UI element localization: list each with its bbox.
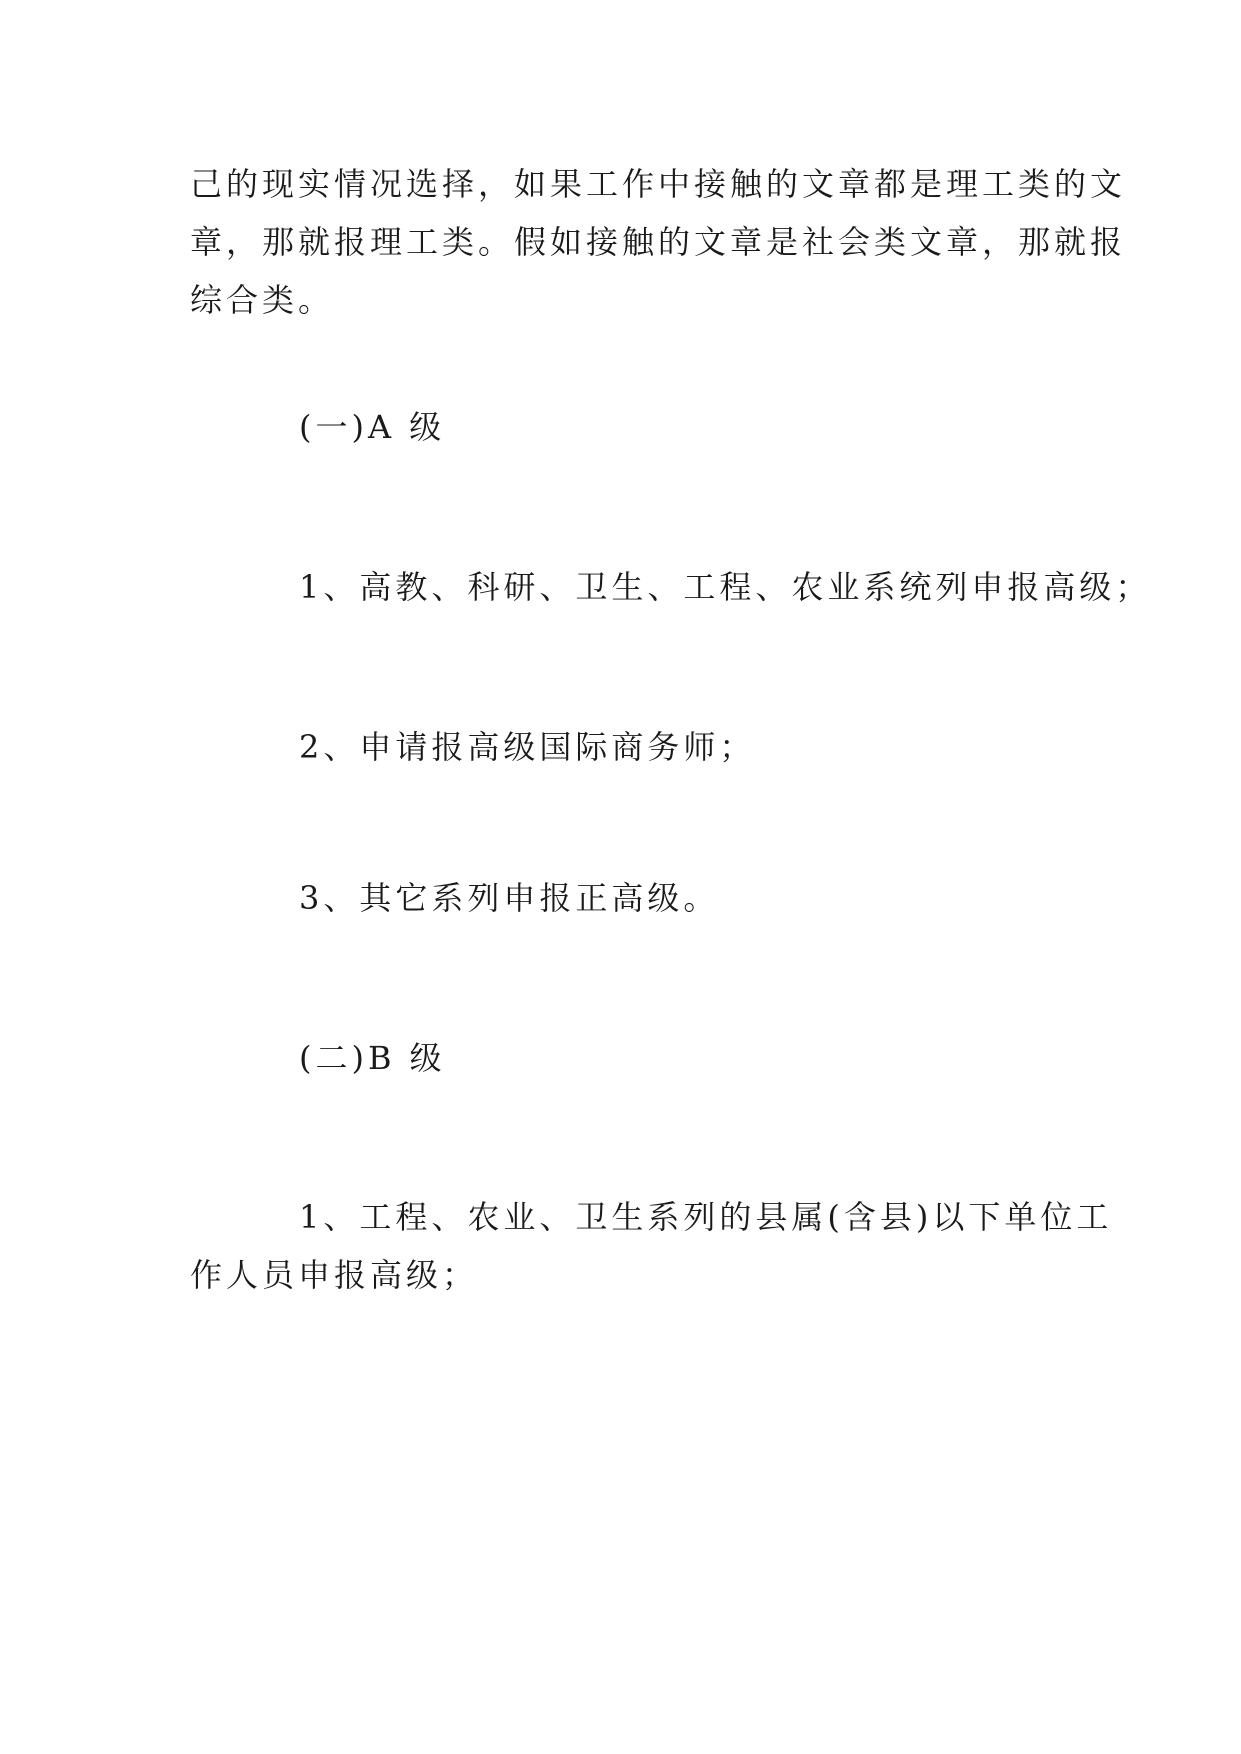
section-b-heading-block <box>190 1029 1050 1087</box>
section-a-item-1-block <box>190 558 1152 616</box>
section-a-heading-block <box>190 398 1050 456</box>
section-b-item-1-line-1: 1、工程、农业、卫生系列的县属(含县)以下单位工 <box>299 1198 1113 1236</box>
section-a-heading: (一)A 级 <box>299 408 446 446</box>
intro-paragraph <box>190 155 1127 329</box>
intro-line-1: 己的现实情况选择，如果工作中接触的文章都是理工类的文 <box>190 165 1127 203</box>
intro-line-2: 章，那就报理工类。假如接触的文章是社会类文章，那就报 <box>190 223 1127 261</box>
section-a-item-2: 2、申请报高级国际商务师； <box>299 728 756 766</box>
section-a-item-2-block <box>190 718 1050 776</box>
section-b-item-1-block <box>190 1188 1113 1304</box>
intro-line-3: 综合类。 <box>190 281 335 319</box>
section-a-item-3: 3、其它系列申报正高级。 <box>299 879 720 917</box>
section-a-item-3-block <box>190 869 1050 927</box>
section-a-item-1: 1、高教、科研、卫生、工程、农业系统列申报高级； <box>299 568 1152 606</box>
section-b-heading: (二)B 级 <box>299 1039 446 1077</box>
section-b-item-1-line-2: 作人员申报高级； <box>190 1256 479 1294</box>
